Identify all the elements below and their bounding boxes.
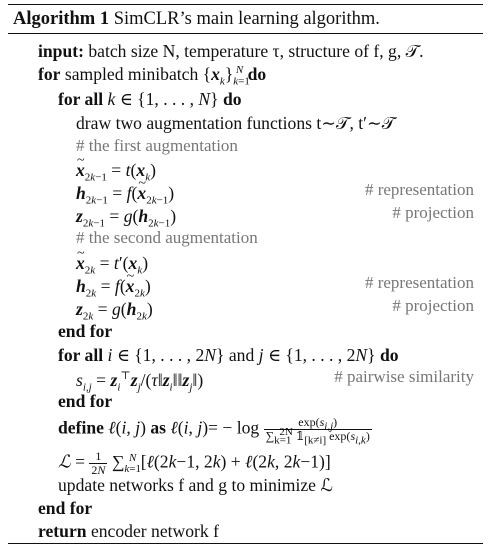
kw-do: do: [223, 89, 242, 109]
line-return: [38, 520, 219, 542]
comment-representation-2: # representation: [364, 273, 474, 292]
caption-rule: [8, 33, 483, 34]
kw-as: as: [150, 417, 167, 438]
return-encoder: encoder network f: [90, 521, 219, 541]
line-input: [38, 40, 424, 62]
k-range: k ∈ {1, . . . , N}: [107, 89, 219, 109]
line-for-all-ij: for all i ∈ {1, . . . , 2N} and j ∈ {1, . . . , 2N} do: [58, 345, 399, 365]
kw-end-for-pairwise: end for: [58, 391, 113, 411]
kw-for-all: for all: [58, 345, 104, 365]
minibatch-text: sampled minibatch: [64, 64, 199, 84]
eq-z-second: $z_{2k} = g(h_{2k})$: [76, 299, 153, 323]
kw-for: for: [38, 64, 61, 84]
eq-total-loss: ℒ = $\frac{1}{2N}$ $\sum_{k=1}^N$ [ℓ(2k−1, 2k) + ℓ(2k, 2k−1)]: [58, 449, 331, 477]
eq-h-first: $h_{2k-1}$ = f(~ $x_{2k-1}$): [76, 182, 174, 204]
algorithm-caption: [13, 6, 380, 32]
kw-for-all: for all: [58, 89, 104, 109]
comment-pairwise-similarity: # pairwise similarity: [334, 367, 474, 386]
eq-x-tilde-second: ~ $x_{2k} = t'(x_k)$: [76, 252, 148, 274]
comment-projection-1: # projection: [392, 203, 474, 222]
kw-and: and: [228, 345, 255, 365]
kw-end-for-outer: end for: [38, 498, 93, 518]
loss-fraction: $\frac{\exp(s_{i,j})}{\sum_{k=1}^{2N} 𝟙_{[k\ne i]} \exp(s_{i,k})}$: [265, 415, 370, 447]
line-for-all-k: [58, 88, 242, 110]
bottom-rule: [8, 543, 483, 544]
eq-h-second: $h_{2k}$ = f(~ $x_{2k}$): [76, 275, 151, 297]
draw-text: draw two augmentation functions t∼𝒯, t′∼𝒯: [76, 113, 396, 133]
top-rule: [8, 4, 483, 5]
kw-do: do: [380, 345, 399, 365]
comment-projection-2: # projection: [392, 296, 474, 315]
eq-z-first: $z_{2k-1} = g(h_{2k-1})$: [76, 206, 177, 230]
minibatch-set: $\{x_k\}_{k=1}^N$: [202, 64, 250, 88]
kw-return: return: [38, 521, 87, 541]
eq-similarity: $s_{i,j}$ = $z_i^⊤z_j/(\tau‖z_i‖‖z_j‖)$: [76, 370, 204, 394]
kw-input: input:: [38, 41, 84, 61]
line-draw-augmentations: [76, 112, 395, 134]
algorithm-title: SimCLR’s main learning algorithm.: [113, 9, 380, 29]
kw-do: do: [247, 64, 267, 84]
line-define-loss: define ℓ(i, j) as ℓ(i, j)= − log $\frac{\exp(s_{i,j})}{\sum_{k=1}^{2N} 𝟙_{[k\ne i]} \exp(s_{i,k})}$: [58, 415, 370, 447]
kw-define: define: [58, 417, 104, 438]
algorithm-label: Algorithm 1: [13, 9, 110, 29]
eq-x-tilde-first: ~ $x_{2k-1} = t(x_k)$: [76, 159, 156, 181]
line-update-networks: update networks f and g to minimize ℒ: [58, 475, 334, 495]
kw-end-for-inner: end for: [58, 321, 113, 341]
line-for-minibatch: [38, 63, 267, 88]
input-description: batch size N, temperature τ, structure of f, g, 𝒯.: [88, 41, 424, 61]
comment-representation-1: # representation: [364, 180, 474, 199]
comment-first-augmentation: # the first augmentation: [76, 136, 238, 155]
comment-second-augmentation: # the second augmentation: [76, 228, 258, 247]
